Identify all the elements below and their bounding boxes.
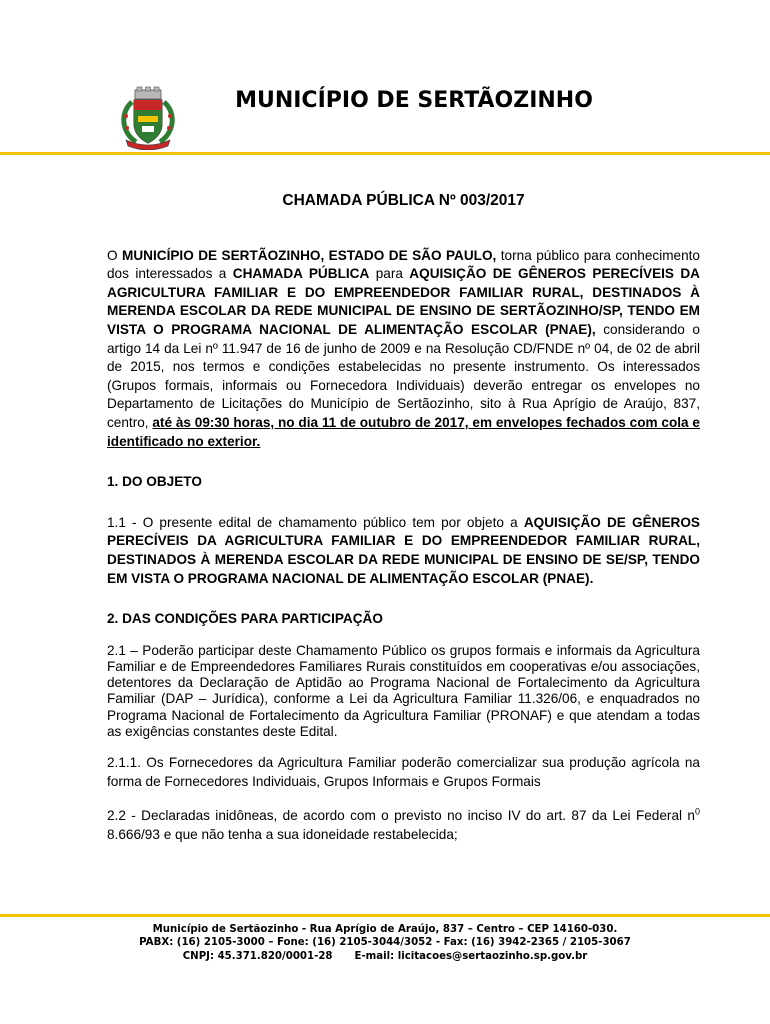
clause-2-2: 2.2 - Declaradas inidôneas, de acordo com o previsto no inciso IV do art. 87 da Lei Federal $n^0$ 8.666/93 e que não tenha a sua idoneidade restabelecida; <box>107 806 700 842</box>
page-header <box>0 0 770 160</box>
deadline-text: até às 09:30 horas, no dia 11 de outubro de 2017, em envelopes fechados com cola e identificado no exterior. <box>107 414 700 449</box>
footer-email: E-mail: licitacoes@sertaozinho.sp.gov.br <box>354 950 588 962</box>
intro-paragraph: O MUNICÍPIO DE SERTÃOZINHO, ESTADO DE SÃO PAULO, torna público para conhecimento dos interessados a CHAMADA PÚBLICA para AQUISIÇÃO DE GÊNEROS PERECÍVEIS DA AGRICULTURA FAMILIAR E DO EMPREENDEDOR FAMILIAR RURAL, DESTINADOS À MERENDA ESCOLAR DA REDE MUNICIPAL DE ENSINO DE SERTÃOZINHO/SP, TENDO EM VISTA O PROGRAMA NACIONAL DE ALIMENTAÇÃO ESCOLAR (PNAE), considerando o artigo 14 da Lei nº 11.947 de 16 de junho de 2009 e na Resolução CD/FNDE nº 04, de 02 de abril de 2015, nos termos e condições estabelecidas no presente instrumento. Os interessados (Grupos formais, informais ou Fornecedora Individuais) deverão entregar os envelopes no Departamento de Licitações do Município de Sertãozinho, sito à Rua Aprígio de Araújo, 837, centro, até às 09:30 horas, no dia 11 de outubro de 2017, em envelopes fechados com cola e identificado no exterior. <box>107 247 701 449</box>
section-heading-objeto: 1. DO OBJETO <box>107 474 202 490</box>
footer-phones: PABX: (16) 2105-3000 – Fone: (16) 2105-3044/3052 - Fax: (16) 3942-2365 / 2105-3067 <box>139 937 631 949</box>
document-body <box>107 192 700 858</box>
clause-2-1: 2.1 – Poderão participar deste Chamamento Público os grupos formais e informais da Agricultura Familiar e de Empreendedores Familiares Rurais constituídos em cooperativas e/ou associações, detentores da Declaração de Aptidão ao Programa Nacional de Fortalecimento da Agricultura Familiar (DAP – Jurídica), conforme a Lei da Agricultura Familiar 11.326/06, e enquadrados no Programa Nacional de Fortalecimento da Agricultura Familiar (PRONAF) e que atendam a todas as exigências constantes deste Edital. <box>107 642 700 739</box>
header-divider <box>0 152 770 155</box>
clause-2-1-1: 2.1.1. Os Fornecedores da Agricultura Familiar poderão comercializar sua produção agrícola na forma de Fornecedores Individuais, Grupos Informais e Grupos Formais <box>107 754 700 789</box>
section-heading-condicoes: 2. DAS CONDIÇÕES PARA PARTICIPAÇÃO <box>107 611 383 627</box>
clause-1-1: 1.1 - O presente edital de chamamento público tem por objeto a AQUISIÇÃO DE GÊNEROS PERECÍVEIS DA AGRICULTURA FAMILIAR E DO EMPREENDEDOR FAMILIAR RURAL, DESTINADOS À MERENDA ESCOLAR DA REDE MUNICIPAL DE ENSINO DE SE/SP, TENDO EM VISTA O PROGRAMA NACIONAL DE ALIMENTAÇÃO ESCOLAR (PNAE). <box>107 514 700 586</box>
footer-cnpj: CNPJ: 45.371.820/0001-28 <box>182 950 333 962</box>
page-footer <box>0 923 770 963</box>
footer-address: Município de Sertãozinho - Rua Aprígio de Araújo, 837 – Centro – CEP 14160-030. <box>152 924 618 935</box>
footer-divider <box>0 914 770 917</box>
document-title: CHAMADA PÚBLICA Nº 003/2017 <box>282 192 525 209</box>
footer-contact <box>0 950 770 963</box>
municipality-title: MUNICÍPIO DE SERTÃOZINHO <box>235 88 593 113</box>
